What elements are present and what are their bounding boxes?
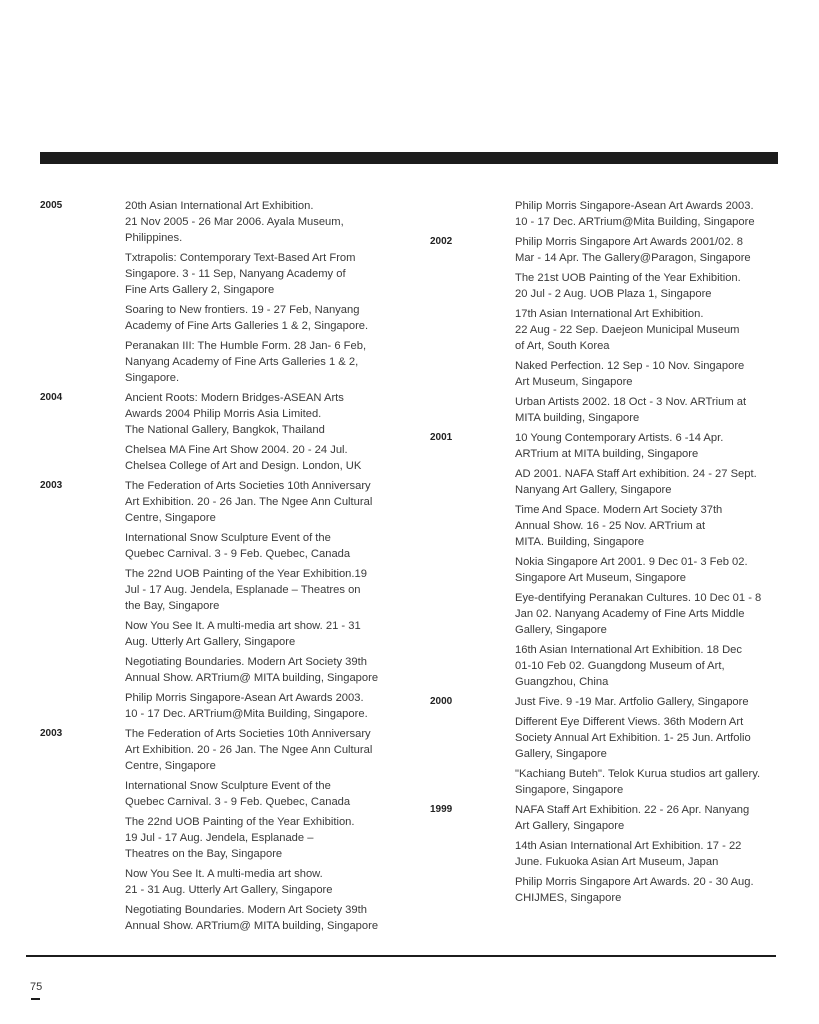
exhibition-list	[125, 390, 395, 474]
exhibition-entry: Just Five. 9 -19 Mar. Artfolio Gallery, Singapore	[515, 696, 749, 708]
exhibition-entry: The 22nd UOB Painting of the Year Exhibition.19 Jul - 17 Aug. Jendela, Esplanade – Theatres on the Bay, Singapore	[125, 568, 367, 612]
exhibition-entry: The Federation of Arts Societies 10th Anniversary Art Exhibition. 20 - 26 Jan. The Ngee Ann Cultural Centre, Singapore	[125, 728, 373, 772]
exhibition-entry: Txtrapolis: Contemporary Text-Based Art From Singapore. 3 - 11 Sep, Nanyang Academy of Fine Arts Gallery 2, Singapore	[125, 252, 356, 296]
year-label: 2005	[40, 200, 63, 211]
exhibition-entry: Eye-dentifying Peranakan Cultures. 10 Dec 01 - 8 Jan 02. Nanyang Academy of Fine Arts Middle Gallery, Singapore	[515, 592, 762, 636]
year-label: 2002	[430, 236, 453, 247]
exhibition-entry: Soaring to New frontiers. 19 - 27 Feb, Nanyang Academy of Fine Arts Galleries 1 & 2, Singapore.	[125, 304, 369, 332]
exhibition-entry: Naked Perfection. 12 Sep - 10 Nov. Singapore Art Museum, Singapore	[515, 360, 745, 388]
exhibition-entry: Negotiating Boundaries. Modern Art Society 39th Annual Show. ARTrium@ MITA building, Singapore	[125, 904, 379, 932]
exhibition-entry: Philip Morris Singapore-Asean Art Awards 2003. 10 - 17 Dec. ARTrium@Mita Building, Singapore	[515, 200, 755, 228]
exhibition-entry: Chelsea MA Fine Art Show 2004. 20 - 24 Jul. Chelsea College of Art and Design. London, UK	[125, 444, 362, 472]
year-group	[40, 390, 395, 474]
year-group	[430, 694, 790, 798]
year-group	[430, 198, 790, 230]
exhibition-entry: Ancient Roots: Modern Bridges-ASEAN Arts Awards 2004 Philip Morris Asia Limited. The National Gallery, Bangkok, Thailand	[125, 392, 344, 436]
exhibition-list	[515, 430, 790, 690]
exhibition-entry: 16th Asian International Art Exhibition. 18 Dec 01-10 Feb 02. Guangdong Museum of Art, Guangzhou, China	[515, 644, 742, 688]
exhibition-entry: International Snow Sculpture Event of the Quebec Carnival. 3 - 9 Feb. Quebec, Canada	[125, 532, 351, 560]
year-group	[430, 234, 790, 426]
exhibition-list	[515, 802, 790, 906]
year-label: 2004	[40, 392, 63, 403]
year-group	[430, 430, 790, 690]
exhibition-list	[125, 198, 395, 386]
page-number-dash	[31, 998, 40, 1000]
exhibition-entry: Nokia Singapore Art 2001. 9 Dec 01- 3 Feb 02. Singapore Art Museum, Singapore	[515, 556, 748, 584]
year-label: 1999	[430, 804, 453, 815]
exhibition-entry: The 21st UOB Painting of the Year Exhibition. 20 Jul - 2 Aug. UOB Plaza 1, Singapore	[515, 272, 741, 300]
exhibition-entry: "Kachiang Buteh". Telok Kurua studios art gallery. Singapore, Singapore	[515, 768, 761, 796]
exhibition-entry: Now You See It. A multi-media art show. 21 - 31 Aug. Utterly Art Gallery, Singapore	[125, 868, 333, 896]
exhibition-entry: International Snow Sculpture Event of the Quebec Carnival. 3 - 9 Feb. Quebec, Canada	[125, 780, 351, 808]
exhibition-entry: Philip Morris Singapore Art Awards. 20 - 30 Aug. CHIJMES, Singapore	[515, 876, 754, 904]
page-number: 75	[30, 981, 43, 993]
exhibition-entry: Philip Morris Singapore-Asean Art Awards 2003. 10 - 17 Dec. ARTrium@Mita Building, Singapore.	[125, 692, 368, 720]
exhibition-entry: 17th Asian International Art Exhibition. 22 Aug - 22 Sep. Daejeon Municipal Museum of Art, South Korea	[515, 308, 740, 352]
exhibition-entry: Negotiating Boundaries. Modern Art Society 39th Annual Show. ARTrium@ MITA building, Singapore	[125, 656, 379, 684]
exhibition-list	[125, 478, 395, 722]
exhibition-entry: Philip Morris Singapore Art Awards 2001/02. 8 Mar - 14 Apr. The Gallery@Paragon, Singapore	[515, 236, 751, 264]
exhibition-list	[515, 694, 790, 798]
year-group	[40, 726, 395, 934]
right-column	[430, 198, 790, 910]
exhibition-list	[515, 234, 790, 426]
exhibition-list	[125, 726, 395, 934]
exhibition-entry: 10 Young Contemporary Artists. 6 -14 Apr. ARTrium at MITA building, Singapore	[515, 432, 724, 460]
exhibition-list	[515, 198, 790, 230]
left-column	[40, 198, 395, 938]
exhibition-entry: Time And Space. Modern Art Society 37th Annual Show. 16 - 25 Nov. ARTrium at MITA. Building, Singapore	[515, 504, 723, 548]
year-label: 2003	[40, 728, 63, 739]
year-label: 2003	[40, 480, 63, 491]
exhibition-entry: The Federation of Arts Societies 10th Anniversary Art Exhibition. 20 - 26 Jan. The Ngee Ann Cultural Centre, Singapore	[125, 480, 373, 524]
year-label: 2001	[430, 432, 453, 443]
exhibition-entry: NAFA Staff Art Exhibition. 22 - 26 Apr. Nanyang Art Gallery, Singapore	[515, 804, 750, 832]
exhibition-entry: Different Eye Different Views. 36th Modern Art Society Annual Art Exhibition. 1- 25 Jun. Artfolio Gallery, Singapore	[515, 716, 751, 760]
exhibition-entry: Urban Artists 2002. 18 Oct - 3 Nov. ARTrium at MITA building, Singapore	[515, 396, 747, 424]
exhibition-entry: 14th Asian International Art Exhibition. 17 - 22 June. Fukuoka Asian Art Museum, Japan	[515, 840, 742, 868]
exhibition-entry: Now You See It. A multi-media art show. 21 - 31 Aug. Utterly Art Gallery, Singapore	[125, 620, 361, 648]
year-group	[40, 198, 395, 386]
exhibition-entry: 20th Asian International Art Exhibition. 21 Nov 2005 - 26 Mar 2006. Ayala Museum, Philippines.	[125, 200, 344, 244]
year-label: 2000	[430, 696, 453, 707]
exhibition-entry: Peranakan III: The Humble Form. 28 Jan- 6 Feb, Nanyang Academy of Fine Arts Galleries 1 & 2, Singapore.	[125, 340, 367, 384]
year-group	[40, 478, 395, 722]
exhibition-entry: The 22nd UOB Painting of the Year Exhibition. 19 Jul - 17 Aug. Jendela, Esplanade – Theatres on the Bay, Singapore	[125, 816, 355, 860]
exhibition-entry: AD 2001. NAFA Staff Art exhibition. 24 - 27 Sept. Nanyang Art Gallery, Singapore	[515, 468, 757, 496]
footer-rule	[26, 955, 776, 957]
header-bar	[40, 152, 778, 164]
year-group	[430, 802, 790, 906]
